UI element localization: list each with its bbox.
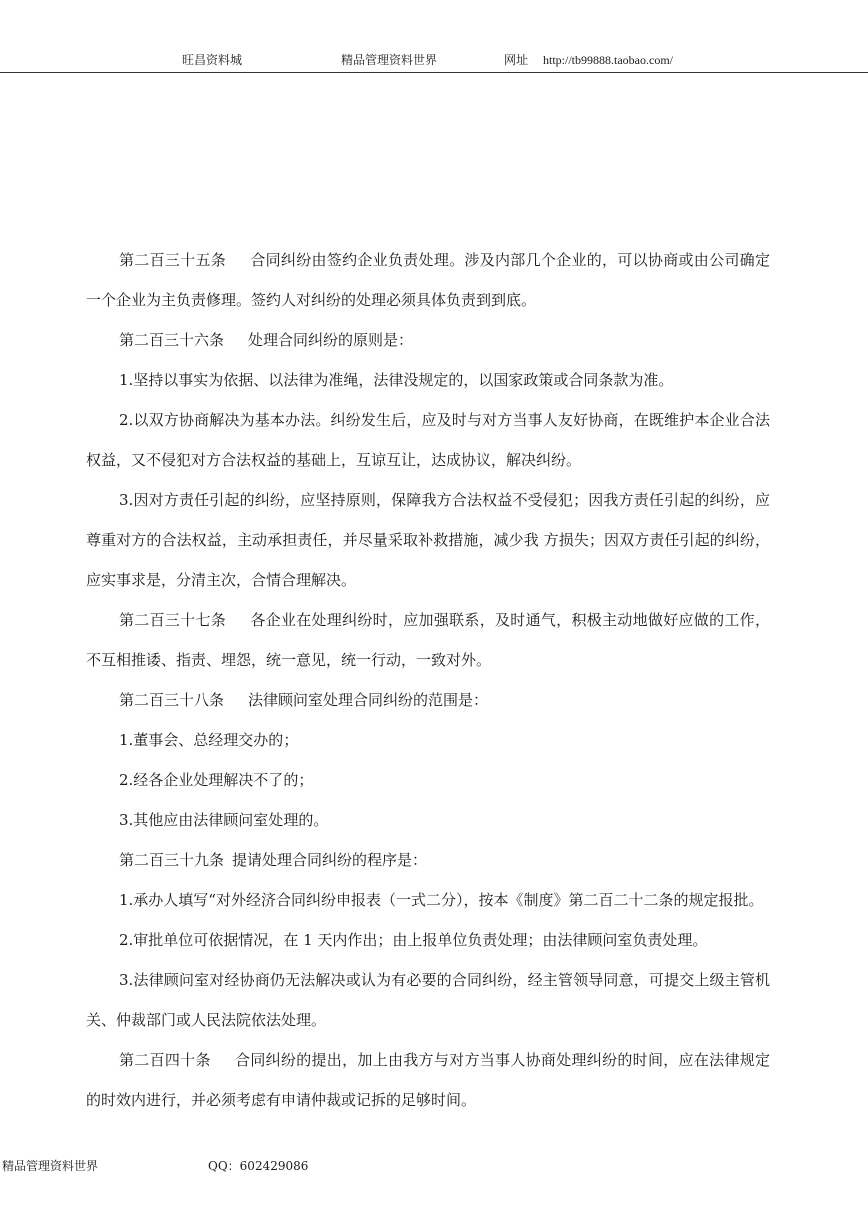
article-238-title: 第二百三十八条	[119, 691, 225, 709]
header-url-label: 网址	[504, 53, 529, 67]
article-239-item-3: 3.法律顾问室对经协商仍无法解决或认为有必要的合同纠纷，经主管领导同意，可提交上级主管机关、仲裁部门或人民法院依法处理。	[86, 971, 770, 1029]
page-footer	[0, 1158, 868, 1178]
article-236-title: 第二百三十六条	[119, 331, 225, 349]
article-238-item-1: 1.董事会、总经理交办的；	[119, 731, 299, 749]
article-240-title: 第二百四十条	[119, 1051, 211, 1069]
article-240-text: 合同纠纷的提出，加上由我方与对方当事人协商处理纠纷的时间，应在法律规定的时效内进行，并必须考虑有申请仲裁或记拆的足够时间。	[86, 1051, 770, 1109]
article-239-item-2: 2.审批单位可依据情况，在 1 天内作出；由上报单位负责处理；由法律顾问室负责处理。	[119, 931, 708, 949]
article-236-text: 处理合同纠纷的原则是：	[248, 331, 414, 349]
article-239	[86, 840, 770, 880]
footer-world-name: 精品管理资料世界	[2, 1159, 99, 1173]
article-238-text: 法律顾问室处理合同纠纷的范围是：	[248, 691, 489, 709]
article-237-text: 各企业在处理纠纷时，应加强联系，及时通气，积极主动地做好应做的工作，不互相推诿、指责、埋怨，统一意见，统一行动，一致对外。	[86, 611, 770, 669]
article-236-item-3: 3.因对方责任引起的纠纷，应坚持原则，保障我方合法权益不受侵犯；因我方责任引起的纠纷，应尊重对方的合法权益，主动承担责任，并尽量采取补救措施，减少我 方损失；因双方责任引起的纠纷，应实事求是，分清主次，合情合理解决。	[86, 491, 770, 589]
page-header	[0, 0, 868, 72]
article-235-title: 第二百三十五条	[119, 251, 227, 269]
article-239-text: 提请处理合同纠纷的程序是：	[232, 851, 428, 869]
article-236	[86, 320, 770, 360]
article-238-item-2: 2.经各企业处理解决不了的；	[119, 771, 314, 789]
article-239-item-1: 1.承办人填写“对外经济合同纠纷申报表（一式二分），按本《制度》第二百二十二条的规定报批。	[119, 891, 764, 909]
article-238	[86, 680, 770, 720]
header-shop-name: 旺昌资料城	[182, 53, 243, 67]
article-238-item-3: 3.其他应由法律顾问室处理的。	[119, 811, 329, 829]
article-237-title: 第二百三十七条	[119, 611, 227, 629]
article-239-title: 第二百三十九条	[119, 851, 225, 869]
article-235-text: 合同纠纷由签约企业负责处理。涉及内部几个企业的，可以协商或由公司确定一个企业为主负责修理。签约人对纠纷的处理必须具体负责到到底。	[86, 251, 770, 309]
document-body	[86, 240, 770, 1120]
footer-qq: QQ：602429086	[208, 1159, 309, 1173]
header-divider	[0, 72, 868, 73]
article-236-item-1: 1.坚持以事实为依据、以法律为准绳，法律没规定的，以国家政策或合同条款为准。	[119, 371, 674, 389]
header-world-name: 精品管理资料世界	[341, 53, 438, 67]
article-236-item-2: 2.以双方协商解决为基本办法。纠纷发生后，应及时与对方当事人友好协商，在既维护本企业合法权益，又不侵犯对方合法权益的基础上，互谅互让，达成协议，解决纠纷。	[86, 411, 770, 469]
article-240	[86, 1040, 770, 1120]
article-237	[86, 600, 770, 680]
header-url[interactable]: http://tb99888.taobao.com/	[543, 53, 673, 67]
article-235	[86, 240, 770, 320]
